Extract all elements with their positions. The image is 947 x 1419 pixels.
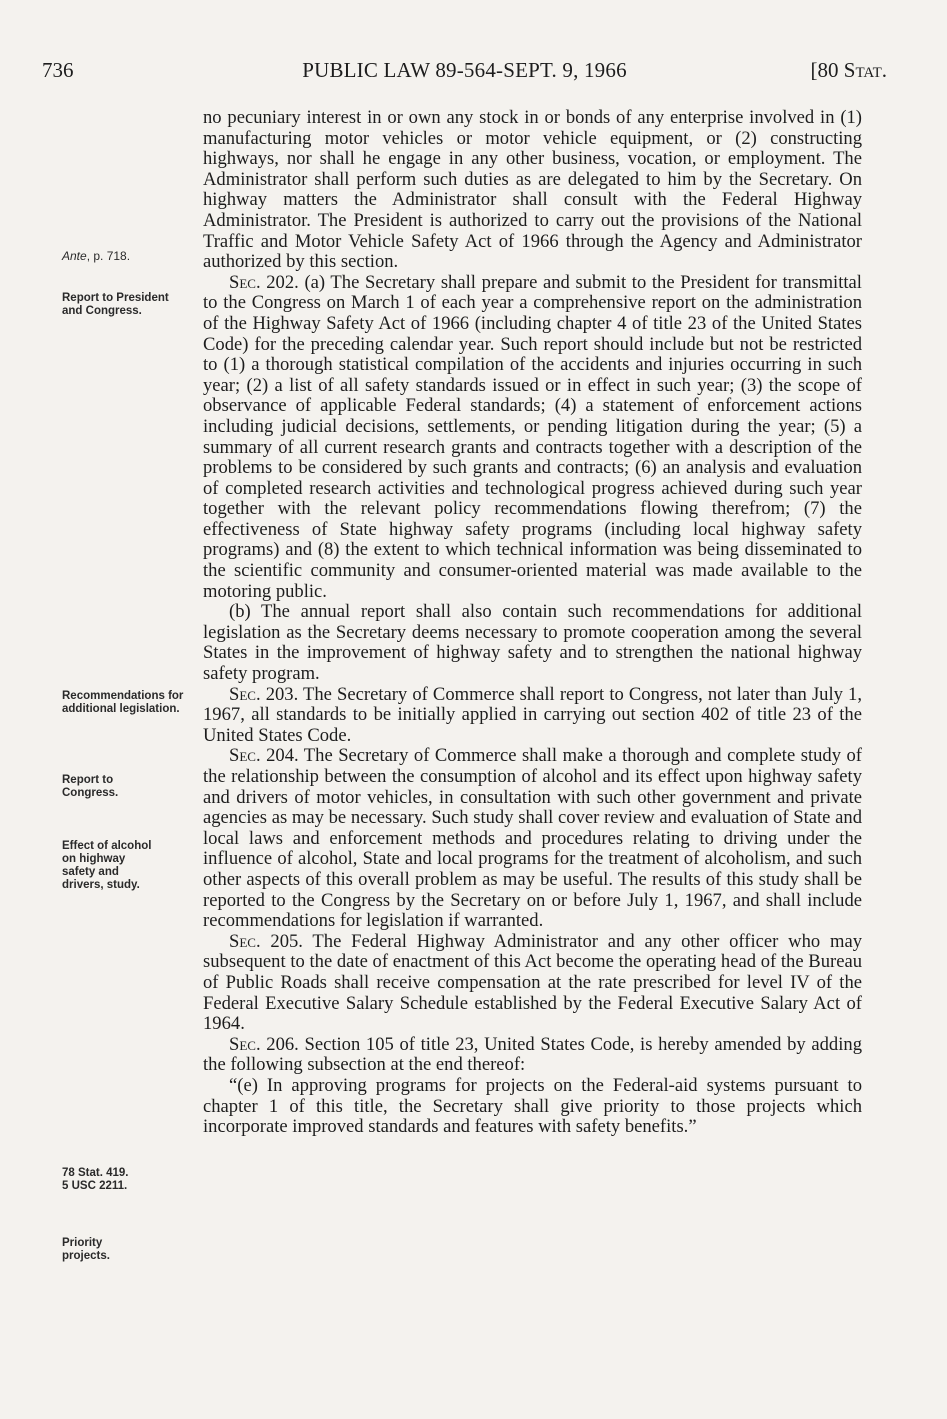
margin-note-ante-italic: Ante <box>62 249 87 263</box>
margin-note-alcohol: Effect of alcohol on highway safety and drivers, study. <box>62 840 152 891</box>
section-203-text: The Secretary of Commerce shall report to Congress, not later than July 1, 1967, all standards to be initially applied in carrying out section 402 of title 23 of the United States Code. <box>203 683 862 746</box>
section-202-label: Sec. 202. <box>229 271 299 293</box>
section-206 <box>203 1035 862 1076</box>
volume-citation <box>811 58 887 83</box>
margin-note-recommendations: Recommendations for additional legislation. <box>62 690 184 715</box>
section-206-text: Section 105 of title 23, United States Code, is hereby amended by adding the following subsection at the end thereof: <box>203 1033 862 1076</box>
quoted-subsection-e: “(e) In approving programs for projects on the Federal-aid systems pursuant to chapter 1 of this title, the Secretary shall give priority to those projects which incorporate improved standards and features with safety benefits.” <box>203 1074 862 1138</box>
volume-prefix: [80 <box>810 58 844 82</box>
margin-note-stat: 78 Stat. 419. 5 USC 2211. <box>62 1167 129 1192</box>
margin-note-report-congress: Report to Congress. <box>62 774 119 799</box>
section-205-text: The Federal Highway Administrator and any other officer who may subsequent to the date of enactment of this Act become the operating head of the Bureau of Public Roads shall receive compensation at the rate prescribed for level IV of the Federal Executive Salary Schedule established by the Federal Executive Salary Act of 1964. <box>203 930 862 1035</box>
section-202b: (b) The annual report shall also contain such recommendations for additional legislation as the Secretary deems necessary to promote cooperation among the several States in the improvement of highway safety and to strengthen the national highway safety program. <box>203 601 862 685</box>
section-205 <box>203 932 862 1035</box>
section-204 <box>203 746 862 931</box>
section-202-text: (a) The Secretary shall prepare and submit to the President for transmittal to the Congress on March 1 of each year a comprehensive report on the administration of the Highway Safety Act of 1966 (including chapter 4 of title 23 of the United States Code) for the preceding calendar year. Such report should include but not be restricted to (1) a thorough statistical compilation of the accidents and injuries occurring in such year; (2) a list of all safety standards issued or in effect in such year; (3) the scope of observance of applicable Federal standards; (4) a statement of enforcement actions including judicial decisions, settlements, or pending litigation during the year; (5) a summary of all current research grants and contracts together with a description of the problems to be considered by such grants and contracts; (6) an analysis and evaluation of completed research activities and technological progress achieved during such year together with the relevant policy recommendations flowing therefrom; (7) the effectiveness of State highway safety programs (including local highway safety programs) and (8) the extent to which technical information was being disseminated to the scientific community and consumer-oriented material was made available to the motoring public. <box>203 271 862 602</box>
margin-note-priority: Priority projects. <box>62 1237 110 1262</box>
paragraph-continuation: no pecuniary interest in or own any stock in or bonds of any enterprise involved in (1) manufacturing motor vehicles or motor vehicle equipment, or (2) constructing highways, nor shall he engage in any other business, vocation, or employment. The Administrator shall perform such duties as are delegated to him by the Secretary. On highway matters the Administrator shall consult with the Federal Highway Administrator. The President is authorized to carry out the provisions of the National Traffic and Motor Vehicle Safety Act of 1966 through the Agency and Administrator authorized by this section. <box>203 107 862 273</box>
section-206-label: Sec. 206. <box>229 1033 299 1055</box>
margin-note-ante <box>62 250 192 263</box>
section-205-label: Sec. 205. <box>229 930 303 952</box>
section-203-label: Sec. 203. <box>229 683 299 705</box>
section-203 <box>203 685 862 747</box>
section-204-text: The Secretary of Commerce shall make a thorough and complete study of the relationship between the consumption of alcohol and its effect upon highway safety and drivers of motor vehicles, in consultation with such other government and private agencies as may be necessary. Such study shall cover review and evaluation of State and local laws and enforcement methods and procedures relating to driving under the influence of alcohol, State and local programs for the treatment of alcoholism, and such other aspects of this overall problem as may be useful. The results of this study shall be reported to the Congress by the Secretary on or before July 1, 1967, and shall include recommendations for legislation if warranted. <box>203 745 862 932</box>
page-number: 736 <box>42 58 74 82</box>
body-text <box>203 108 862 1138</box>
page-header <box>42 58 887 88</box>
section-204-label: Sec. 204. <box>229 745 299 767</box>
section-202a <box>203 273 862 603</box>
volume-suffix: Stat. <box>843 58 887 82</box>
margin-note-ante-rest: , p. 718. <box>86 249 131 263</box>
running-title: PUBLIC LAW 89-564-SEPT. 9, 1966 <box>302 58 627 82</box>
margin-note-report-president: Report to President and Congress. <box>62 292 169 317</box>
